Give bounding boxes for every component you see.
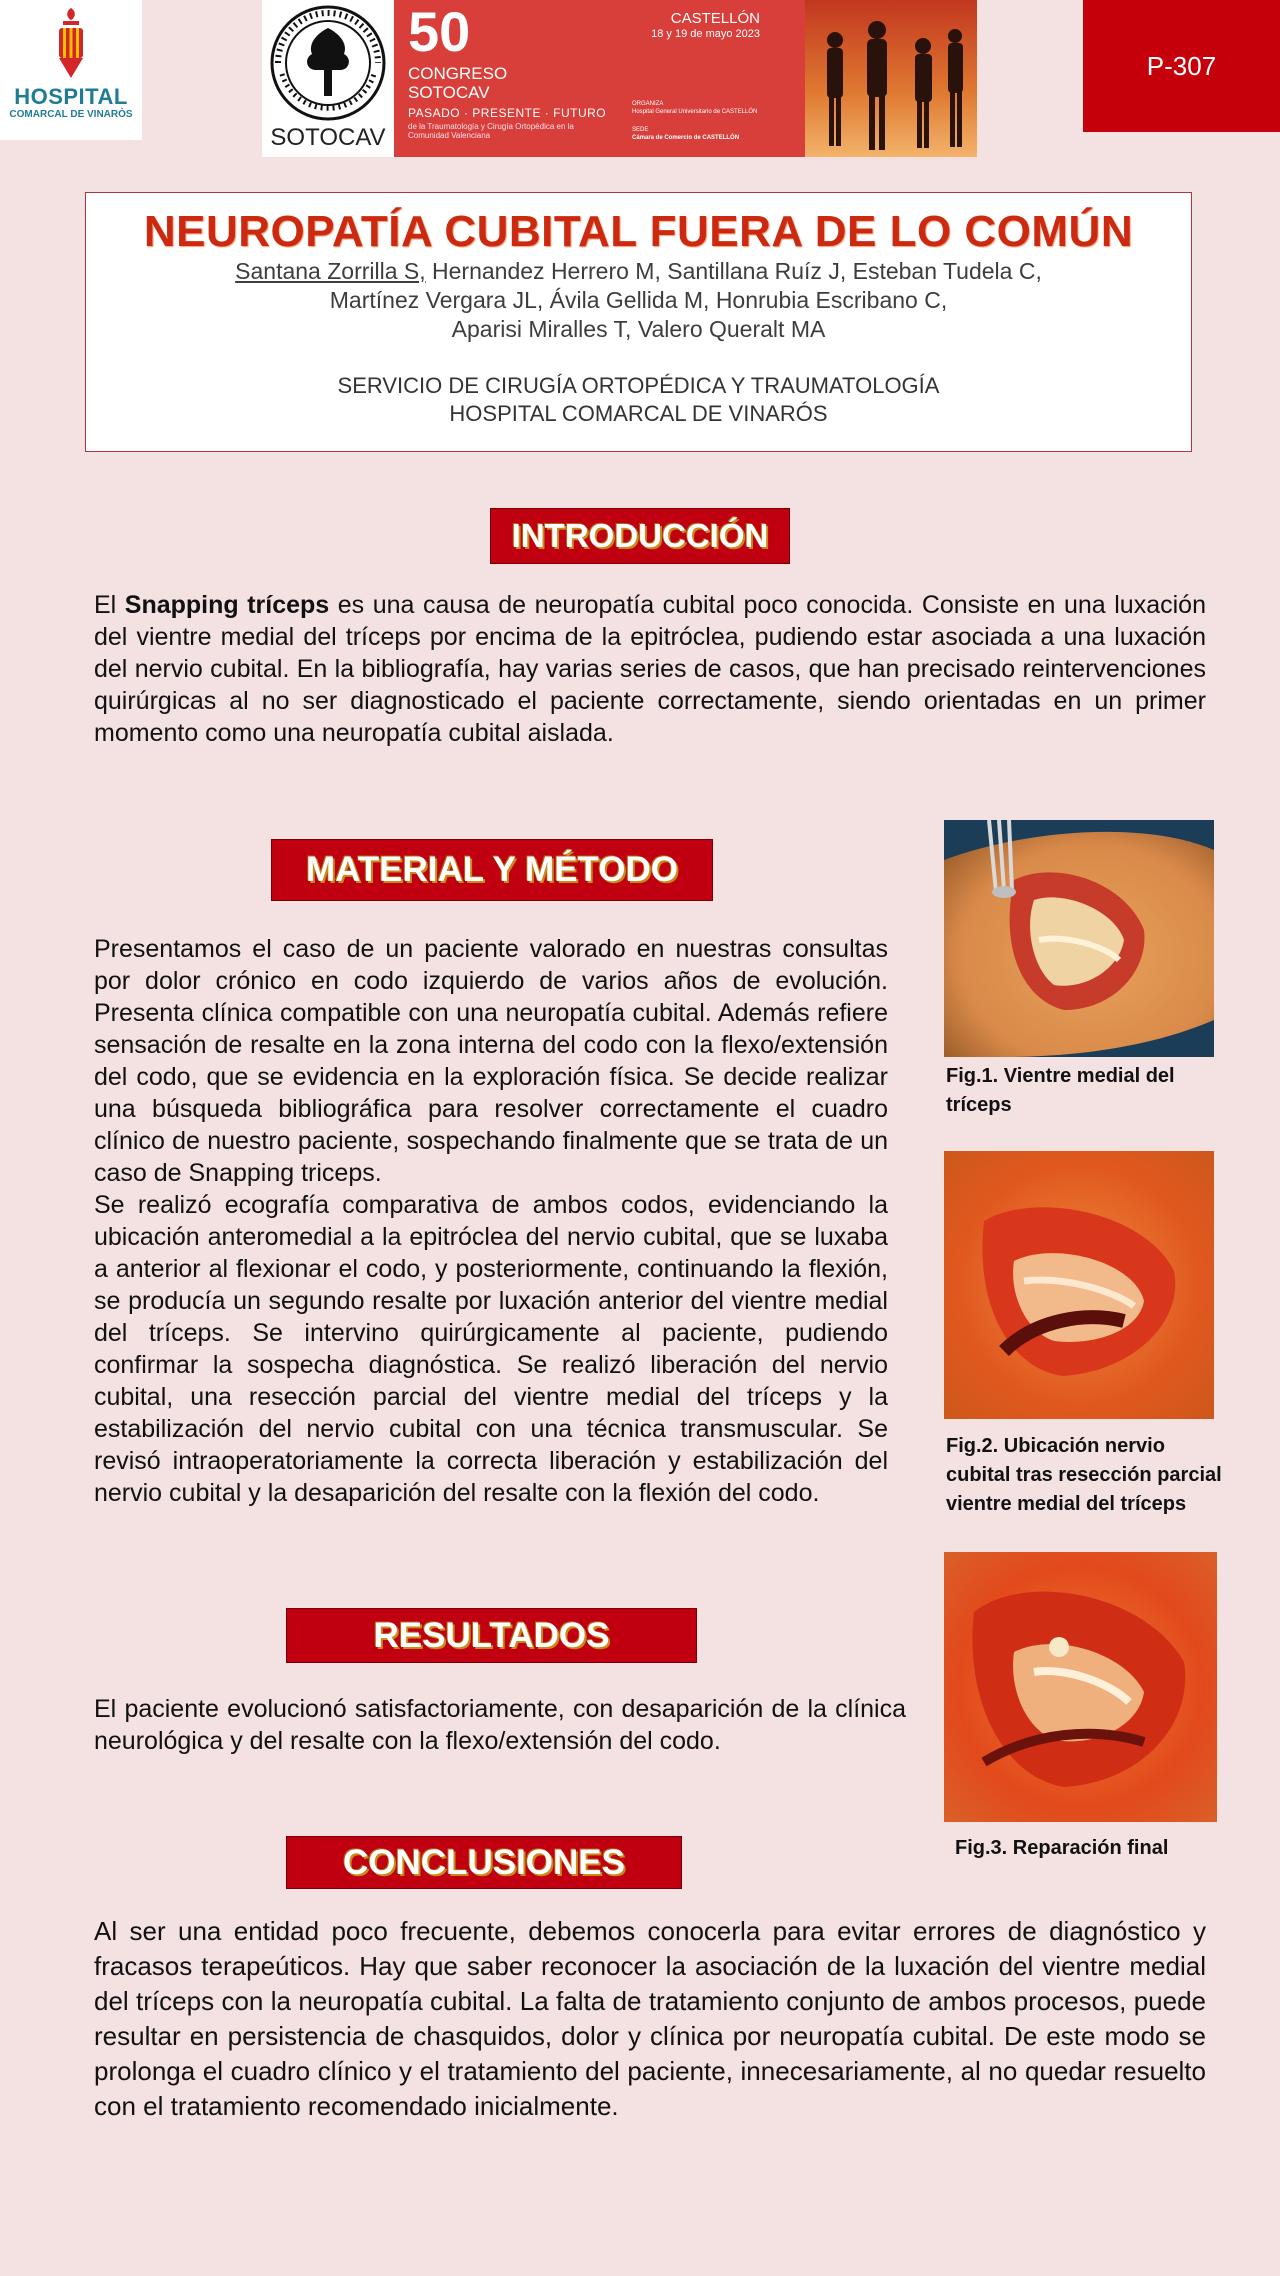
hospital-logo-word: HOSPITAL <box>14 84 128 109</box>
congress-organizer <box>632 100 757 116</box>
authors-line3: Aparisi Miralles T, Valero Queralt MA <box>451 316 826 342</box>
figure-2-caption-line1: Fig.2. Ubicación nervio <box>946 1435 1165 1457</box>
congress-city: CASTELLÓN <box>670 10 760 27</box>
material-paragraph-1: Presentamos el caso de un paciente valorado en nuestras consultas por dolor crónico en codo izquierdo de varios años de evolución. Presenta clínica compatible con una neuropatía cubital. Además refiere sensación de resalte en la zona interna del codo con la flexo/extensión del codo, que se evidencia en la exploración física. Se decide realizar una búsqueda bibliográfica para resolver correctamente el cuadro clínico de nuestro paciente, sospechando finalmente que se trata de un caso de Snapping triceps. <box>94 935 888 1187</box>
figure-2-caption <box>946 1432 1266 1519</box>
figure-2-caption-line2: cubital tras resección parcial <box>946 1464 1222 1486</box>
introduccion-text-bold: Snapping tríceps <box>124 591 330 619</box>
department-line2: HOSPITAL COMARCAL DE VINARÓS <box>449 401 828 426</box>
poster-title: NEUROPATÍA CUBITAL FUERA DE LO COMÚN <box>143 207 1134 256</box>
congress-silhouette-photo <box>805 0 977 157</box>
title-box <box>85 192 1192 452</box>
authors-line2: Martínez Vergara JL, Ávila Gellida M, Honrubia Escribano C, <box>329 287 948 313</box>
figure-1-photo <box>944 820 1214 1057</box>
figure-1-caption <box>946 1062 1246 1120</box>
resultados-text: El paciente evolucionó satisfactoriamente, con desaparición de la clínica neurológica y del resalte con la flexo/extensión del codo. <box>94 1695 906 1755</box>
introduccion-text <box>94 589 1206 749</box>
section-heading-introduccion: INTRODUCCIÓN <box>490 508 790 564</box>
hospital-logo <box>0 0 142 140</box>
congress-venue <box>632 126 739 142</box>
society-name: SOTOCAV <box>270 124 386 151</box>
section-heading-resultados: RESULTADOS <box>286 1608 697 1663</box>
figure-2-caption-line3: vientre medial del tríceps <box>946 1493 1187 1515</box>
congress-venue-name: Cámara de Comercio de CASTELLÓN <box>632 135 740 141</box>
congress-venue-label: SEDE <box>632 127 649 133</box>
congress-organizer-label: ORGANIZA <box>632 101 664 107</box>
congress-banner <box>394 0 977 157</box>
section-heading-conclusiones: CONCLUSIONES <box>286 1836 682 1889</box>
department <box>86 372 1191 428</box>
introduccion-text-pre: El <box>94 591 125 619</box>
author-list <box>86 257 1191 344</box>
poster-code-badge: P-307 <box>1083 0 1280 132</box>
congress-title-line1: CONGRESO <box>408 64 508 83</box>
society-seal-icon <box>268 4 388 122</box>
conclusiones-text: Al ser una entidad poco frecuente, debemos conocerla para evitar errores de diagnóstico y fracasos terapeúticos. Hay que saber reconocer la asociación de la luxación del vientre medial del tríceps con la neuropatía cubital. La falta de tratamiento conjunto de ambos procesos, puede resultar en persistencia de chasquidos, dolor y clínica por neuropatía cubital. De este modo se prolonga el cuadro clínico y el tratamiento del paciente, innecesariamente, al no quedar resuelto con el tratamiento recomendado inicialmente. <box>94 1916 1206 2121</box>
congress-dates: 18 y 19 de mayo 2023 <box>651 28 760 40</box>
section-heading-material: MATERIAL Y MÉTODO <box>271 839 713 901</box>
congress-title-line2: SOTOCAV <box>408 83 490 102</box>
material-text <box>94 933 888 1509</box>
society-logo <box>262 0 394 157</box>
authors-line1: Hernandez Herrero M, Santillana Ruíz J, Esteban Tudela C, <box>425 258 1042 284</box>
first-author: Santana Zorrilla S, <box>235 258 426 284</box>
congress-tagline: PASADO · PRESENTE · FUTURO <box>408 106 607 120</box>
congress-title <box>408 64 507 102</box>
figure-1-caption-line1: Fig.1. Vientre medial del <box>946 1065 1175 1087</box>
department-line1: SERVICIO DE CIRUGÍA ORTOPÉDICA Y TRAUMATOLOGÍA <box>337 373 940 398</box>
congress-number: 50 <box>408 0 471 63</box>
figure-1-caption-line2: tríceps <box>946 1094 1012 1116</box>
figure-2-photo <box>944 1151 1214 1419</box>
hospital-crest-icon <box>51 6 91 82</box>
introduccion-text-post: es una causa de neuropatía cubital poco conocida. Consiste en una luxación del vientre medial del tríceps por encima de la epitróclea, pudiendo estar asociada a una luxación del nervio cubital. En la bibliografía, hay varias series de casos, que han precisado reintervenciones quirúrgicas al no ser diagnosticado el paciente correctamente, siendo orientadas en un primer momento como una neuropatía cubital aislada. <box>94 591 1206 747</box>
figure-3-caption: Fig.3. Reparación final <box>955 1837 1169 1859</box>
hospital-logo-subtitle: COMARCAL DE VINARÒS <box>9 109 133 120</box>
congress-organizer-name: Hospital General Universitario de CASTELLÓN <box>632 109 758 115</box>
figure-3-photo <box>944 1552 1217 1822</box>
congress-subtitle: de la Traumatología y Cirugía Ortopédica en la Comunidad Valenciana <box>408 122 574 140</box>
material-paragraph-2: Se realizó ecografía comparativa de ambos codos, evidenciando la ubicación anteromedial a la epitróclea del nervio cubital, que se luxaba a anterior al flexionar el codo, y posteriormente, continuando la flexión, se producía un segundo resalte por luxación anterior del vientre medial del tríceps. Se intervino quirúrgicamente al paciente, pudiendo confirmar la sospecha diagnóstica. Se realizó liberación del nervio cubital, una resección parcial del vientre medial del tríceps y la estabilización del nervio cubital con una técnica transmuscular. Se revisó intraoperatoriamente la correcta liberación y estabilización del nervio cubital y la desaparición del resalte con la flexión del codo. <box>94 1191 888 1507</box>
